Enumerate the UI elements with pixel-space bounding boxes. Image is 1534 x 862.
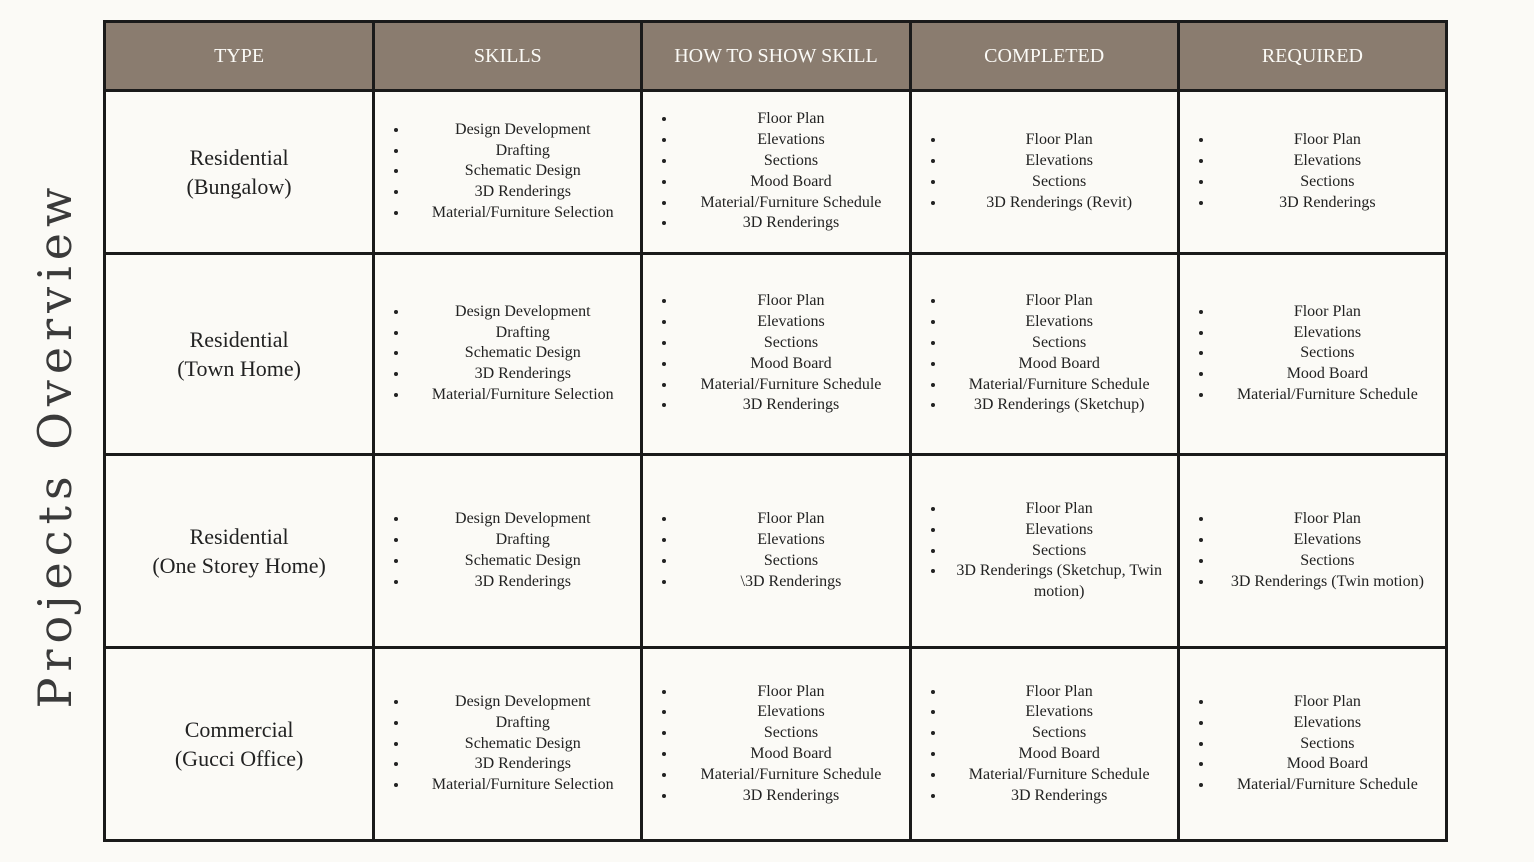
list-item: • Drafting [409,713,636,734]
list-item: • Mood Board [677,744,904,765]
list-item: • Elevations [946,520,1173,541]
how-to-show-list [647,509,904,592]
type-cell [105,454,374,647]
completed-list [916,499,1173,603]
list-item: • Material/Furniture Schedule [677,193,904,214]
list-item: • Elevations [1214,713,1441,734]
list-item: • Design Development [409,692,636,713]
list-item: • Material/Furniture Schedule [1214,385,1441,406]
type-cell [105,91,374,254]
list-item: • Material/Furniture Schedule [677,375,904,396]
list-item: • 3D Renderings (Revit) [946,193,1173,214]
list-item: • Sections [1214,734,1441,755]
list-item: • Floor Plan [946,682,1173,703]
list-item: • 3D Renderings [946,786,1173,807]
list-item: • Sections [677,151,904,172]
required-cell [1178,647,1446,840]
required-list [1184,692,1441,796]
list-item: • Elevations [677,130,904,151]
header-row [105,22,1447,91]
completed-cell [910,91,1178,254]
completed-list [916,682,1173,807]
list-item: • Sections [677,551,904,572]
skills-list [379,692,636,796]
list-item: • Drafting [409,530,636,551]
list-item: • Elevations [677,312,904,333]
table-row [105,647,1447,840]
list-item: • Design Development [409,120,636,141]
skills-cell [374,454,642,647]
list-item: • Floor Plan [677,109,904,130]
list-item: • Mood Board [1214,364,1441,385]
project-name: (Bungalow) [186,173,292,199]
list-item: • 3D Renderings [1214,193,1441,214]
project-type: Residential [189,326,289,352]
list-item: • Material/Furniture Schedule [946,375,1173,396]
header-required: REQUIRED [1178,22,1446,91]
list-item: • Floor Plan [677,682,904,703]
list-item: • Floor Plan [677,509,904,530]
skills-cell [374,253,642,454]
completed-cell [910,454,1178,647]
project-name: (One Storey Home) [152,552,326,578]
list-item: • Floor Plan [1214,130,1441,151]
list-item: • Design Development [409,302,636,323]
list-item: • Elevations [677,702,904,723]
list-item: • Sections [1214,172,1441,193]
project-type: Residential [189,523,289,549]
page-title: Projects Overview [28,181,82,709]
how-to-show-list [647,291,904,416]
skills-list [379,302,636,406]
list-item: • Mood Board [1214,754,1441,775]
list-item: • Floor Plan [1214,692,1441,713]
list-item: • 3D Renderings [677,395,904,416]
type-cell [105,647,374,840]
list-item: • Sections [1214,551,1441,572]
list-item: • Schematic Design [409,343,636,364]
how-cell [642,91,910,254]
list-item: • Floor Plan [677,291,904,312]
type-cell [105,253,374,454]
required-list [1184,302,1441,406]
how-cell [642,454,910,647]
list-item: • Elevations [946,312,1173,333]
list-item: • Mood Board [677,354,904,375]
project-type: Residential [189,144,289,170]
list-item: • Material/Furniture Schedule [1214,775,1441,796]
list-item: • 3D Renderings [677,786,904,807]
list-item: • Sections [946,541,1173,562]
list-item: • 3D Renderings (Twin motion) [1214,572,1441,593]
skills-cell [374,647,642,840]
list-item: • 3D Renderings [409,364,636,385]
how-to-show-list [647,109,904,234]
list-item: • 3D Renderings [409,754,636,775]
skills-cell [374,91,642,254]
list-item: • Design Development [409,509,636,530]
list-item: • Sections [946,333,1173,354]
list-item: • Material/Furniture Selection [409,203,636,224]
list-item: • Schematic Design [409,161,636,182]
list-item: • Elevations [1214,530,1441,551]
header-skills: SKILLS [374,22,642,91]
list-item: • 3D Renderings [409,572,636,593]
list-item: • Elevations [946,151,1173,172]
required-cell [1178,253,1446,454]
list-item: • Floor Plan [1214,509,1441,530]
list-item: • Material/Furniture Schedule [946,765,1173,786]
completed-list [916,291,1173,416]
required-cell [1178,454,1446,647]
list-item: • Material/Furniture Selection [409,775,636,796]
list-item: • Sections [677,723,904,744]
completed-cell [910,253,1178,454]
list-item: • Material/Furniture Selection [409,385,636,406]
list-item: • Elevations [677,530,904,551]
how-to-show-list [647,682,904,807]
completed-list [916,130,1173,213]
list-item: • Material/Furniture Schedule [677,765,904,786]
projects-table [103,20,1448,842]
header-completed: COMPLETED [910,22,1178,91]
list-item: • Floor Plan [946,499,1173,520]
skills-list [379,120,636,224]
list-item: • \3D Renderings [677,572,904,593]
list-item: • Sections [946,723,1173,744]
list-item: • Mood Board [946,354,1173,375]
project-type: Commercial [184,716,294,742]
list-item: • Sections [946,172,1173,193]
project-name: (Gucci Office) [174,745,304,771]
table-row [105,253,1447,454]
how-cell [642,647,910,840]
list-item: • 3D Renderings [677,213,904,234]
list-item: • 3D Renderings (Sketchup, Twin motion) [946,561,1173,603]
how-cell [642,253,910,454]
list-item: • Floor Plan [1214,302,1441,323]
list-item: • Elevations [1214,151,1441,172]
list-item: • Mood Board [946,744,1173,765]
list-item: • Sections [1214,343,1441,364]
required-list [1184,509,1441,592]
list-item: • Drafting [409,141,636,162]
required-list [1184,130,1441,213]
list-item: • Floor Plan [946,130,1173,151]
project-name: (Town Home) [177,355,301,381]
skills-list [379,509,636,592]
list-item: • Schematic Design [409,734,636,755]
header-how-to-show-skill: HOW TO SHOW SKILL [642,22,910,91]
list-item: • Schematic Design [409,551,636,572]
completed-cell [910,647,1178,840]
list-item: • 3D Renderings (Sketchup) [946,395,1173,416]
table-row [105,91,1447,254]
list-item: • Elevations [946,702,1173,723]
table-row [105,454,1447,647]
required-cell [1178,91,1446,254]
list-item: • 3D Renderings [409,182,636,203]
list-item: • Floor Plan [946,291,1173,312]
list-item: • Mood Board [677,172,904,193]
list-item: • Drafting [409,323,636,344]
list-item: • Elevations [1214,323,1441,344]
header-type: TYPE [105,22,374,91]
list-item: • Sections [677,333,904,354]
